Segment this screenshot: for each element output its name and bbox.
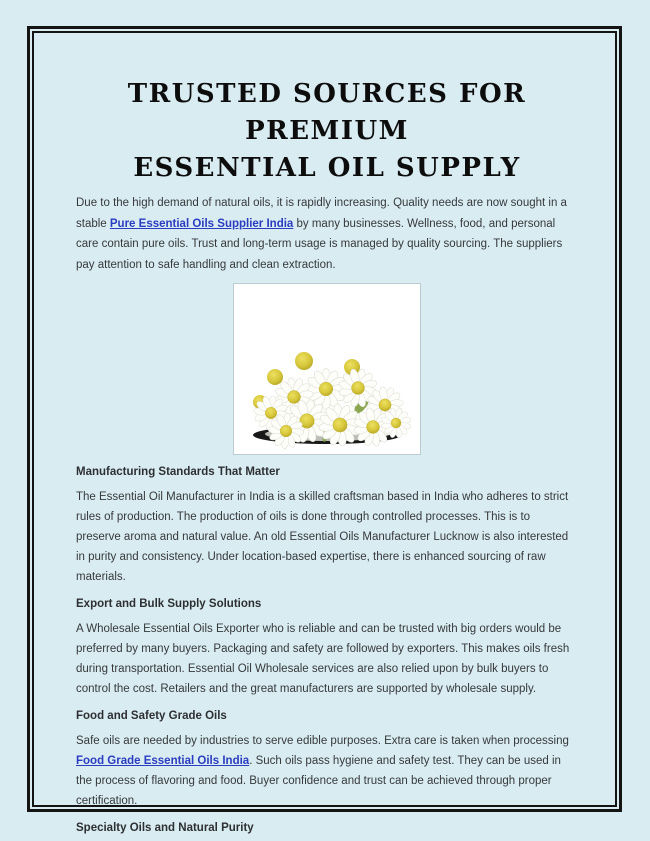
pure-essential-oils-supplier-india-link[interactable]: Pure Essential Oils Supplier India [109, 217, 294, 230]
page-title-line-1: TRUSTED SOURCES FOR PREMIUM [127, 79, 527, 146]
food-safety-text-after-link: . Such oils pass hygiene and safety test. They can be used in the process of flavoring and food. Buyer confidence and trust can be achieved through proper certification. [76, 755, 561, 807]
section-heading-export-bulk-supply: Export and Bulk Supply Solutions [76, 598, 262, 610]
document-content [34, 34, 616, 836]
section-paragraph-manufacturing-standards: The Essential Oil Manufacturer in India is a skilled craftsman based in India who adheres to strict rules of production. The production of oils is done through controlled processes. This is to preserve aroma and natural value. An old Essential Oils Manufacturer Lucknow is also interested in purity and consistency. Under location-based expertise, there is enhanced sourcing of raw materials. [76, 491, 569, 583]
section-paragraph-food-safety-grade [76, 731, 578, 811]
section-paragraph-export-bulk-supply: A Wholesale Essential Oils Exporter who is reliable and can be trusted with big orders would be preferred by many buyers. Packaging and safety are followed by exporters. This makes oils fresh during transportation. Essential Oil Wholesale services are also relied upon by bulk buyers to control the cost. Retailers and the great manufacturers are supported by wholesale supply. [76, 623, 570, 695]
section-heading-manufacturing-standards: Manufacturing Standards That Matter [76, 466, 280, 478]
food-safety-text-before-link: Safe oils are needed by industries to serve edible purposes. Extra care is taken when processing [76, 735, 569, 747]
section-heading-specialty-oils: Specialty Oils and Natural Purity [76, 822, 254, 834]
section-heading-food-safety-grade: Food and Safety Grade Oils [76, 710, 227, 722]
food-grade-essential-oils-india-link[interactable]: Food Grade Essential Oils India [76, 755, 250, 767]
intro-text-after-link: by many businesses. Wellness, food, and personal care contain pure oils. Trust and long-term usage is managed by quality sourcing. The suppliers pay attention to safe handling and clean extraction. [76, 217, 563, 271]
chamomile-flowers-illustration [234, 284, 420, 454]
page-title [76, 76, 578, 187]
chamomile-flowers-image [233, 283, 421, 455]
intro-text-before-link: Due to the high demand of natural oils, it is rapidly increasing. Quality needs are now sought in a stable [76, 197, 567, 230]
intro-paragraph [76, 193, 578, 275]
page-title-line-2: ESSENTIAL OIL SUPPLY [133, 153, 521, 183]
